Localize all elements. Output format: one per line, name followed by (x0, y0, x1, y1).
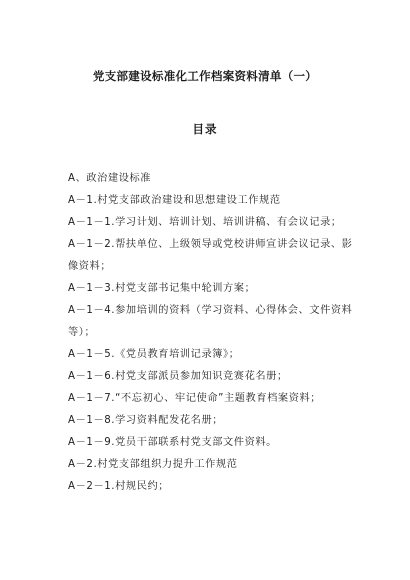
toc-entry: A－1－1.学习计划、培训计划、培训讲稿、有会议记录； (68, 217, 342, 228)
toc-entry: A－1－5.《党员教育培训记录簿》； (68, 349, 240, 360)
toc-entry: A－1－6.村党支部派员参加知识竞赛花名册； (68, 371, 288, 382)
toc-heading: 目录 (192, 122, 218, 136)
toc-entry: A－2－1.村规民约； (68, 481, 170, 492)
toc-entry: A－1－2.帮扶单位、上级领导或党校讲师宣讲会议记录、影像资料； (68, 239, 353, 272)
toc-entry: A－1.村党支部政治建设和思想建设工作规范 (68, 195, 281, 206)
toc-entry: A－1－4.参加培训的资料（学习资料、心得体会、文件资料等）； (68, 305, 353, 338)
document-title: 党支部建设标准化工作档案资料清单（一） (92, 69, 318, 83)
toc-entry: A、政治建设标准 (68, 173, 152, 184)
toc-list (68, 168, 358, 498)
toc-entry: A－1－3.村党支部书记集中轮训方案； (68, 283, 256, 294)
toc-entry: A－1－7.“不忘初心、牢记使命”主题教育档案资料； (68, 393, 322, 404)
toc-entry: A－1－9.党员干部联系村党支部文件资料。 (68, 437, 277, 448)
toc-entry: A－2.村党支部组织力提升工作规范 (68, 459, 238, 470)
toc-entry: A－1－8.学习资料配发花名册； (68, 415, 224, 426)
